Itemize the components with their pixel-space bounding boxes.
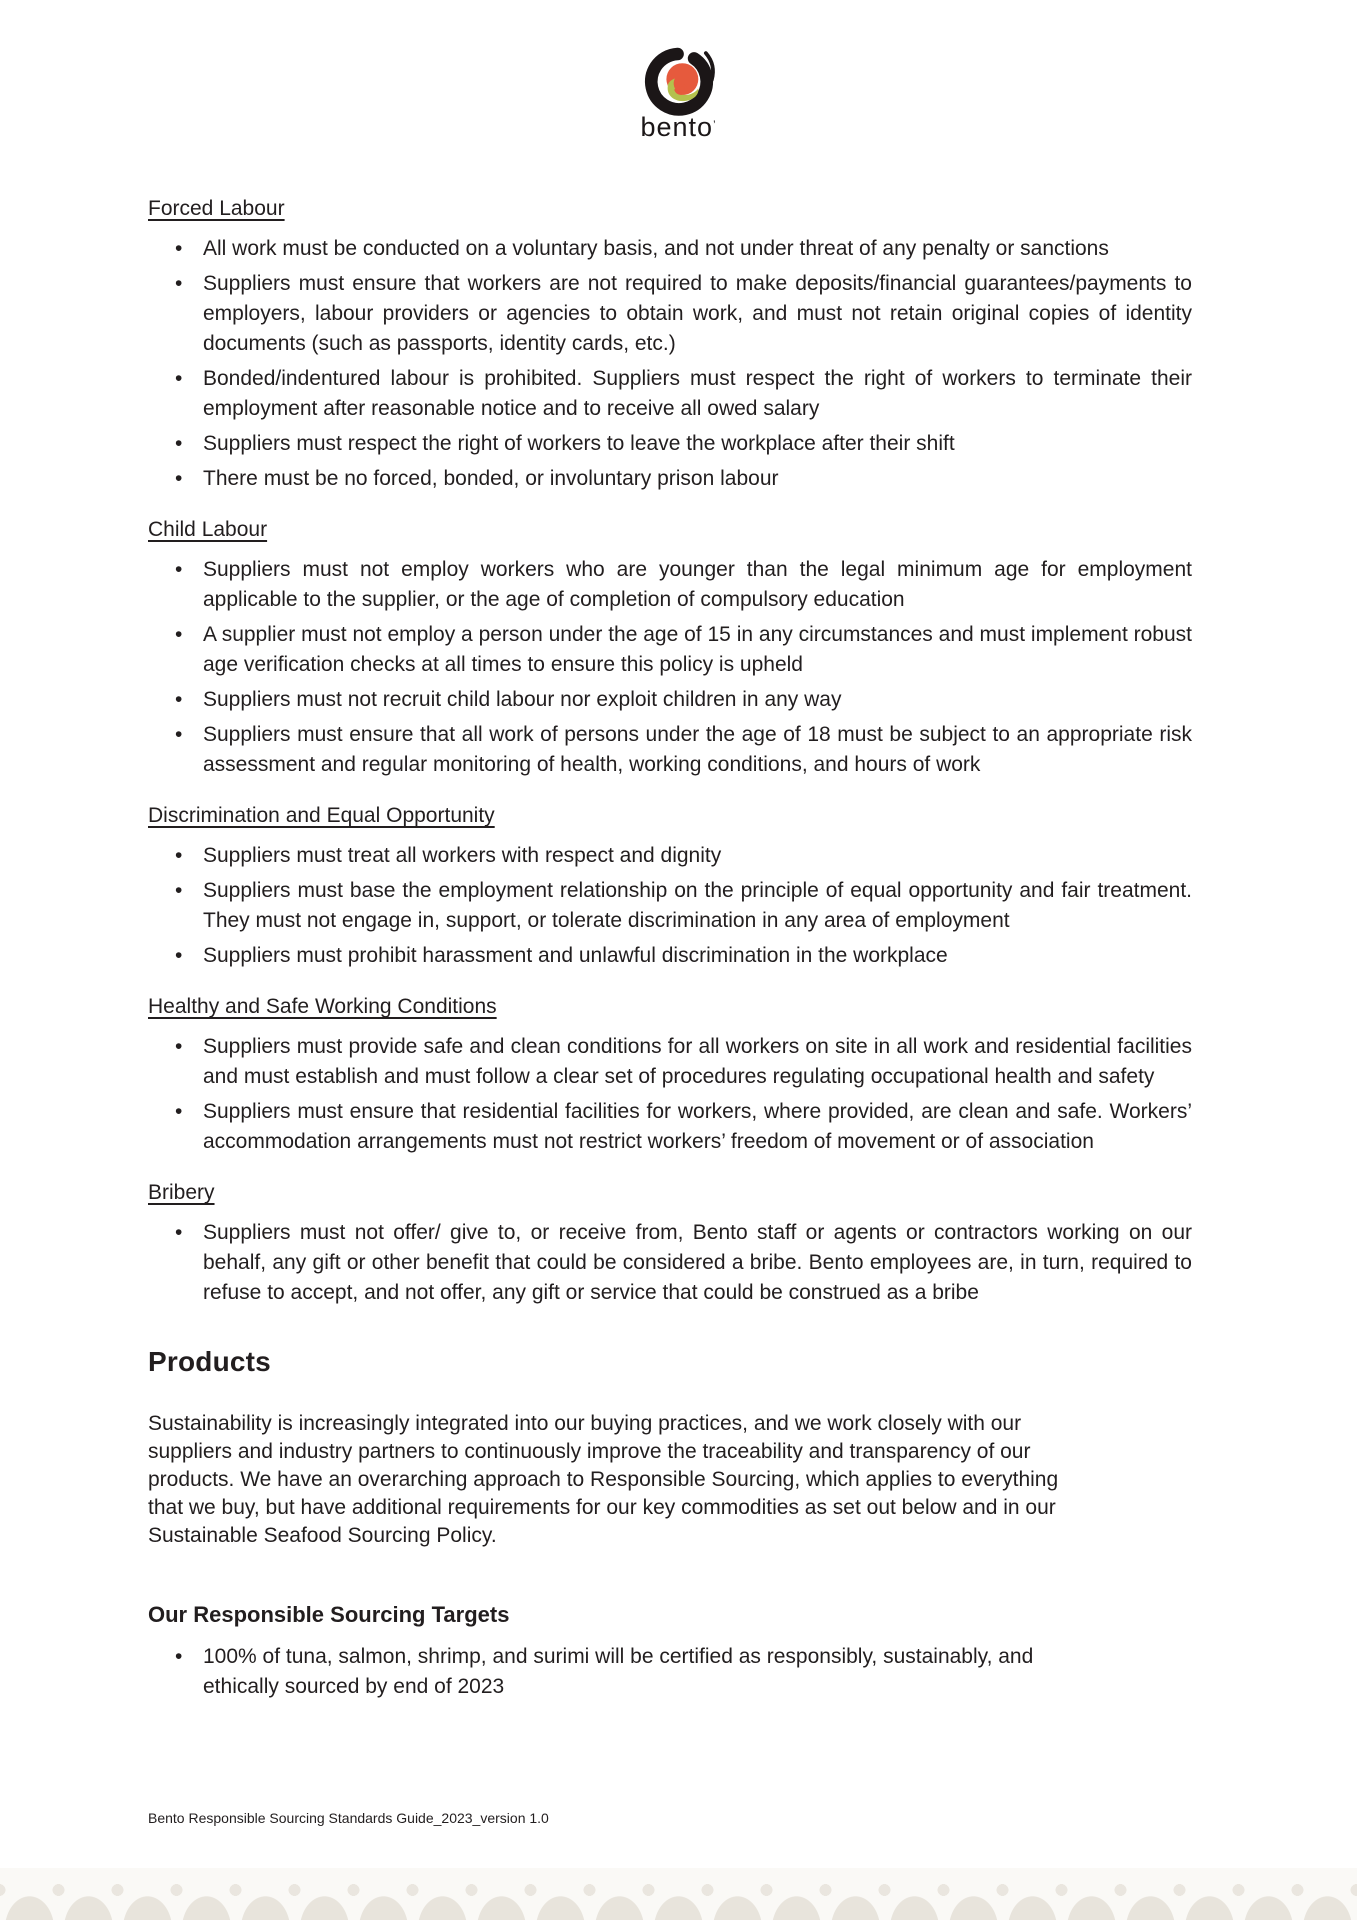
footer-text: Bento Responsible Sourcing Standards Guide_2023_version 1.0 — [148, 1810, 549, 1826]
bullet-item: • Bonded/indentured labour is prohibited. Suppliers must respect the right of workers to terminate their employment after reasonable notice and to receive all owed salary — [148, 364, 1192, 424]
brand-name: bento — [640, 112, 714, 142]
bento-enso-logo-icon — [637, 38, 721, 122]
section-healthy-safe — [148, 995, 1192, 1157]
section-products — [148, 1346, 1192, 1702]
bullet-item: • Suppliers must prohibit harassment and unlawful discrimination in the workplace — [148, 941, 1192, 971]
document-body — [0, 197, 1357, 1702]
section-heading: Discrimination and Equal Opportunity — [148, 804, 495, 827]
bullet-list — [148, 1642, 1192, 1702]
bullet-list — [148, 555, 1192, 780]
section-heading: Child Labour — [148, 518, 268, 541]
targets-title: Our Responsible Sourcing Targets — [148, 1602, 510, 1627]
bullet-item: • Suppliers must ensure that all work of persons under the age of 18 must be subject to an appropriate risk assessment and regular monitoring of health, working conditions, and hours of work — [148, 720, 1192, 780]
bullet-item: • Suppliers must base the employment relationship on the principle of equal opportunity and fair treatment. They must not engage in, support, or tolerate discrimination in any area of employment — [148, 876, 1192, 936]
bullet-item: • Suppliers must respect the right of workers to leave the workplace after their shift — [148, 429, 1192, 459]
bullet-list — [148, 841, 1192, 971]
bullet-list — [148, 234, 1192, 494]
products-paragraph: Sustainability is increasingly integrated into our buying practices, and we work closely with our suppliers and industry partners to continuously improve the traceability and transparency of our products. We have an overarching approach to Responsible Sourcing, which applies to everything that we buy, but have additional requirements for our key commodities as set out below and in our Sustainable Seafood Sourcing Policy. — [148, 1412, 1059, 1547]
section-heading: Bribery — [148, 1181, 215, 1204]
bullet-item: • Suppliers must provide safe and clean conditions for all workers on site in all work and residential facilities and must establish and must follow a clear set of procedures regulating occupational health and safety — [148, 1032, 1192, 1092]
section-child-labour — [148, 518, 1192, 780]
logo-wordmark — [0, 112, 1357, 143]
bullet-item: • 100% of tuna, salmon, shrimp, and surimi will be certified as responsibly, sustainably, and ethically sourced by end of 2023 — [148, 1642, 1093, 1702]
bullet-list — [148, 1218, 1192, 1308]
decorative-dot-band — [0, 1868, 1357, 1920]
bullet-item: • There must be no forced, bonded, or involuntary prison labour — [148, 464, 1192, 494]
products-title: Products — [148, 1346, 271, 1377]
section-bribery — [148, 1181, 1192, 1308]
section-discrimination — [148, 804, 1192, 971]
bullet-item: • A supplier must not employ a person under the age of 15 in any circumstances and must implement robust age verification checks at all times to ensure this policy is upheld — [148, 620, 1192, 680]
logo — [0, 0, 1357, 143]
bullet-item: • Suppliers must ensure that workers are not required to make deposits/financial guarantees/payments to employers, labour providers or agencies to obtain work, and must not retain original copies of identity documents (such as passports, identity cards, etc.) — [148, 269, 1192, 359]
bullet-item: • Suppliers must not employ workers who are younger than the legal minimum age for employment applicable to the supplier, or the age of completion of compulsory education — [148, 555, 1192, 615]
bullet-item: • Suppliers must treat all workers with respect and dignity — [148, 841, 1192, 871]
bullet-item: • All work must be conducted on a voluntary basis, and not under threat of any penalty or sanctions — [148, 234, 1192, 264]
bullet-list — [148, 1032, 1192, 1157]
bullet-item: • Suppliers must ensure that residential facilities for workers, where provided, are clean and safe. Workers’ accommodation arrangements must not restrict workers’ freedom of movement or of association — [148, 1097, 1192, 1157]
bullet-item: • Suppliers must not recruit child labour nor exploit children in any way — [148, 685, 1192, 715]
section-forced-labour — [148, 197, 1192, 494]
section-heading: Healthy and Safe Working Conditions — [148, 995, 497, 1018]
bullet-item: • Suppliers must not offer/ give to, or receive from, Bento staff or agents or contractors working on our behalf, any gift or other benefit that could be considered a bribe. Bento employees are, in turn, required to refuse to accept, and not offer, any gift or service that could be construed as a bribe — [148, 1218, 1192, 1308]
trademark-mark: ’ — [713, 119, 717, 131]
section-heading: Forced Labour — [148, 197, 285, 220]
